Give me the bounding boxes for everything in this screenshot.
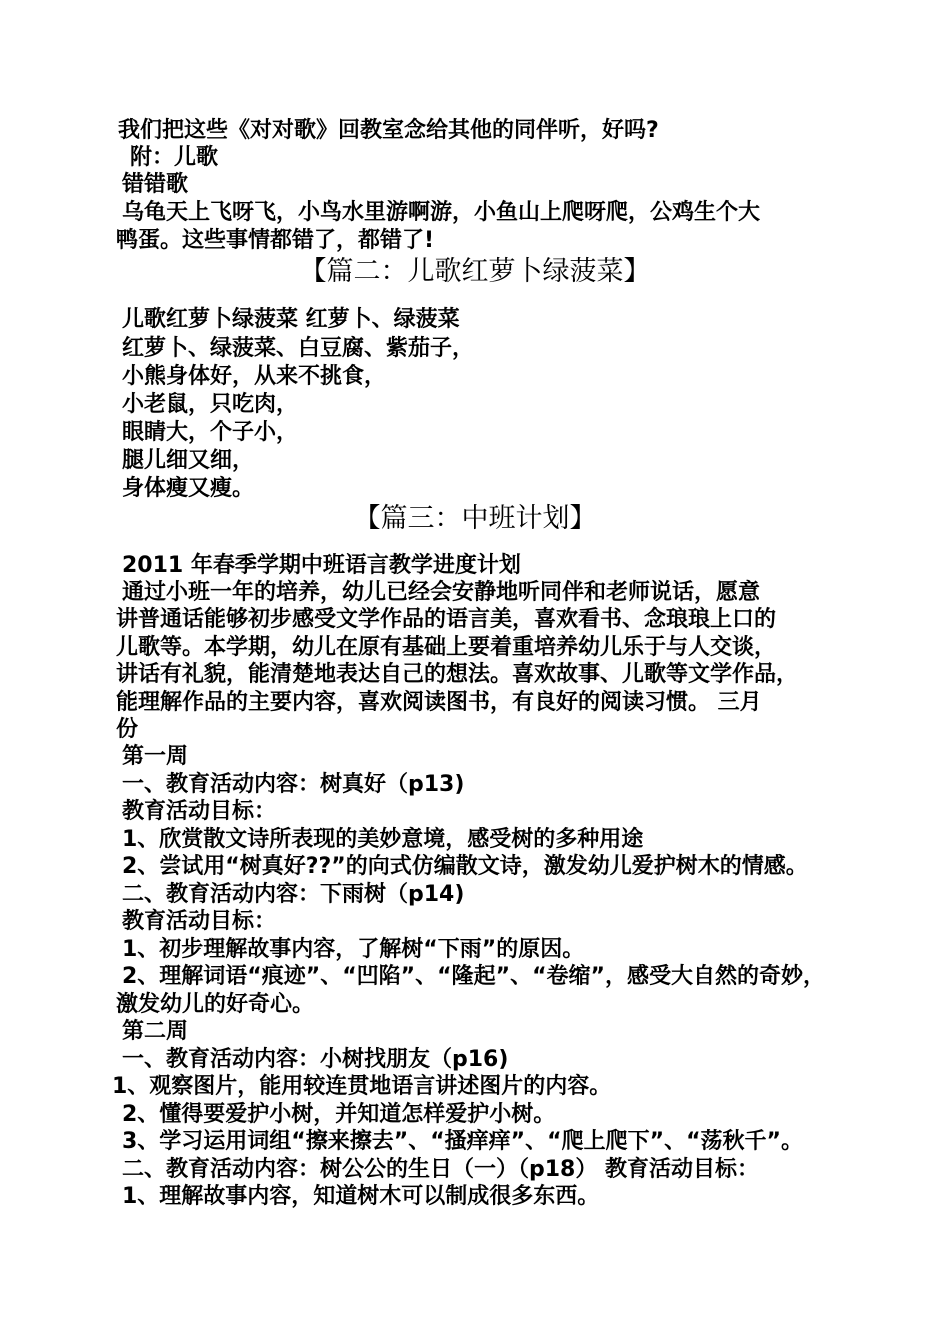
activity-goal: 1、初步理解故事内容，了解树“下雨”的原因。 xyxy=(122,937,585,962)
song-line: 鸭蛋。这些事情都错了，都错了! xyxy=(116,228,435,253)
rhyme-line: 身体瘦又瘦。 xyxy=(122,476,255,501)
paragraph-line: 份 xyxy=(116,717,139,742)
rhyme-line: 腿儿细又细， xyxy=(122,448,255,473)
activity-goal: 激发幼儿的好奇心。 xyxy=(116,992,315,1017)
paragraph-line: 通过小班一年的培养，幼儿已经会安静地听同伴和老师说话，愿意 xyxy=(122,580,761,605)
activity-goal: 3、学习运用词组“擦来擦去”、“搔痒痒”、“爬上爬下”、“荡秋千”。 xyxy=(122,1129,803,1154)
rhyme-line: 小熊身体好，从来不挑食， xyxy=(122,364,387,389)
plan-title: 2011 年春季学期中班语言教学进度计划 xyxy=(122,553,521,578)
appendix-label: 附：儿歌 xyxy=(130,145,219,170)
paragraph-line: 能理解作品的主要内容，喜欢阅读图书，有良好的阅读习惯。 三月 xyxy=(116,690,762,715)
paragraph-line: 儿歌等。本学期，幼儿在原有基础上要着重培养幼儿乐于与人交谈， xyxy=(116,635,777,660)
rhyme-line: 小老鼠，只吃肉， xyxy=(122,392,299,417)
activity-goal: 1、欣赏散文诗所表现的美妙意境，感受树的多种用途 xyxy=(122,827,644,852)
activity-goal: 1、理解故事内容，知道树木可以制成很多东西。 xyxy=(122,1184,600,1209)
intro-line: 我们把这些《对对歌》回教室念给其他的同伴听，好吗? xyxy=(118,118,659,143)
song-line: 乌龟天上飞呀飞，小鸟水里游啊游，小鱼山上爬呀爬，公鸡生个大 xyxy=(122,200,761,225)
activity-goal: 2、懂得要爱护小树，并知道怎样爱护小树。 xyxy=(122,1102,556,1127)
activity-content: 二、教育活动内容：树公公的生日（一）（p18） 教育活动目标： xyxy=(122,1157,760,1182)
activity-goal: 1、观察图片，能用较连贯地语言讲述图片的内容。 xyxy=(112,1074,612,1099)
activity-content: 一、教育活动内容：树真好（p13) xyxy=(122,772,465,797)
week-label: 第二周 xyxy=(122,1019,189,1044)
activity-goal-label: 教育活动目标： xyxy=(122,799,277,824)
paragraph-line: 讲话有礼貌，能清楚地表达自己的想法。喜欢故事、儿歌等文学作品， xyxy=(116,662,799,687)
activity-goal: 2、尝试用“树真好??”的向式仿编散文诗，激发幼儿爱护树木的情感。 xyxy=(122,854,808,879)
activity-goal-label: 教育活动目标： xyxy=(122,909,277,934)
activity-content: 二、教育活动内容：下雨树（p14) xyxy=(122,882,465,907)
section-heading-2: 【篇二：儿歌红萝卜绿菠菜】 xyxy=(299,256,651,287)
section-heading-3: 【篇三：中班计划】 xyxy=(353,503,597,534)
song-title: 错错歌 xyxy=(122,172,189,197)
rhyme-line: 红萝卜、绿菠菜、白豆腐、紫茄子， xyxy=(122,336,475,361)
activity-goal: 2、理解词语“痕迹”、“凹陷”、“隆起”、“卷缩”，感受大自然的奇妙， xyxy=(122,964,825,989)
week-label: 第一周 xyxy=(122,744,189,769)
rhyme-line: 眼睛大，个子小， xyxy=(122,420,299,445)
activity-content: 一、教育活动内容：小树找朋友（p16) xyxy=(122,1047,509,1072)
rhyme-line: 儿歌红萝卜绿菠菜 红萝卜、绿菠菜 xyxy=(122,307,460,332)
paragraph-line: 讲普通话能够初步感受文学作品的语言美，喜欢看书、念琅琅上口的 xyxy=(116,607,777,632)
